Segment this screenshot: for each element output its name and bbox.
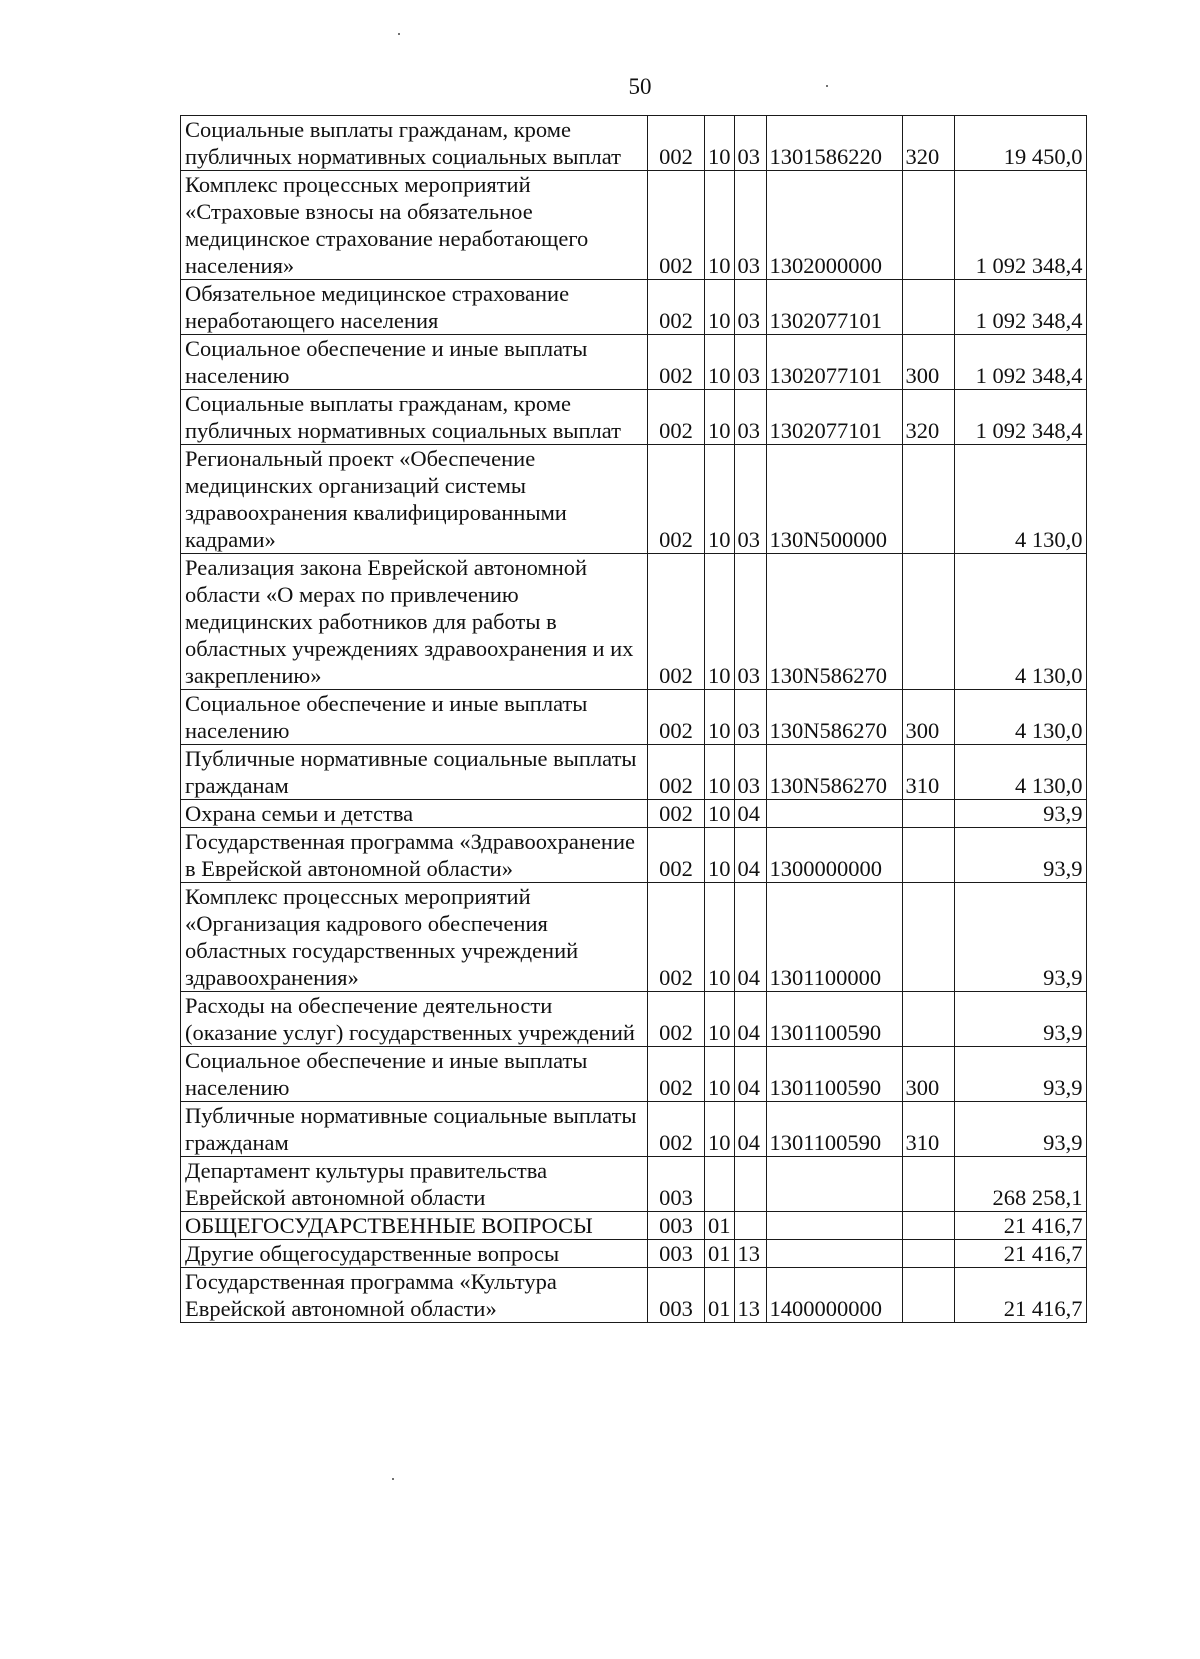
row-name-cell: Комплекс процессных мероприятий «Организация кадрового обеспечения областных государственных учреждений здравоохранения» — [181, 883, 648, 992]
amount-cell: 19 450,0 — [954, 116, 1086, 171]
row-name-cell: ОБЩЕГОСУДАРСТВЕННЫЕ ВОПРОСЫ — [181, 1212, 648, 1240]
amount-cell: 93,9 — [954, 1047, 1086, 1102]
expense-type-cell — [902, 280, 954, 335]
expense-type-cell — [902, 1240, 954, 1268]
page-number: 50 — [628, 74, 652, 99]
target-article-cell — [766, 800, 902, 828]
subsection-code-cell: 03 — [734, 745, 766, 800]
amount-cell: 93,9 — [954, 828, 1086, 883]
row-name-cell: Социальное обеспечение и иные выплаты населению — [181, 690, 648, 745]
section-code-cell: 01 — [705, 1212, 735, 1240]
target-article-cell: 1301100000 — [766, 883, 902, 992]
amount-cell: 93,9 — [954, 800, 1086, 828]
section-code-cell: 10 — [705, 800, 735, 828]
section-code-cell: 10 — [705, 116, 735, 171]
table-row — [181, 1047, 1087, 1102]
department-code-cell: 002 — [648, 745, 705, 800]
scan-speck — [398, 33, 400, 35]
row-name-cell: Департамент культуры правительства Еврейской автономной области — [181, 1157, 648, 1212]
table-row — [181, 800, 1087, 828]
expense-type-cell: 300 — [902, 690, 954, 745]
department-code-cell: 003 — [648, 1212, 705, 1240]
department-code-cell: 002 — [648, 280, 705, 335]
subsection-code-cell: 13 — [734, 1240, 766, 1268]
section-code-cell: 10 — [705, 690, 735, 745]
department-code-cell: 002 — [648, 992, 705, 1047]
subsection-code-cell — [734, 1212, 766, 1240]
table-row — [181, 883, 1087, 992]
expense-type-cell — [902, 800, 954, 828]
expense-type-cell — [902, 1157, 954, 1212]
subsection-code-cell: 04 — [734, 800, 766, 828]
department-code-cell: 002 — [648, 800, 705, 828]
subsection-code-cell: 13 — [734, 1268, 766, 1323]
department-code-cell: 002 — [648, 171, 705, 280]
section-code-cell: 10 — [705, 883, 735, 992]
table-row — [181, 390, 1087, 445]
amount-cell: 4 130,0 — [954, 690, 1086, 745]
subsection-code-cell: 04 — [734, 1047, 766, 1102]
amount-cell: 93,9 — [954, 992, 1086, 1047]
target-article-cell — [766, 1157, 902, 1212]
table-body — [181, 116, 1087, 1323]
target-article-cell: 1302077101 — [766, 335, 902, 390]
amount-cell: 21 416,7 — [954, 1268, 1086, 1323]
department-code-cell: 002 — [648, 690, 705, 745]
expense-type-cell: 300 — [902, 1047, 954, 1102]
table-row — [181, 116, 1087, 171]
amount-cell: 1 092 348,4 — [954, 335, 1086, 390]
target-article-cell: 1301100590 — [766, 992, 902, 1047]
section-code-cell: 10 — [705, 280, 735, 335]
section-code-cell: 10 — [705, 1047, 735, 1102]
row-name-cell: Публичные нормативные социальные выплаты гражданам — [181, 745, 648, 800]
subsection-code-cell: 03 — [734, 390, 766, 445]
table-row — [181, 1240, 1087, 1268]
target-article-cell: 1302077101 — [766, 390, 902, 445]
target-article-cell: 1301100590 — [766, 1102, 902, 1157]
table-row — [181, 1212, 1087, 1240]
section-code-cell: 01 — [705, 1240, 735, 1268]
expense-type-cell: 310 — [902, 745, 954, 800]
expense-type-cell — [902, 171, 954, 280]
subsection-code-cell: 03 — [734, 335, 766, 390]
department-code-cell: 002 — [648, 1102, 705, 1157]
target-article-cell: 1302077101 — [766, 280, 902, 335]
table-row — [181, 690, 1087, 745]
amount-cell: 1 092 348,4 — [954, 171, 1086, 280]
budget-table — [180, 115, 1087, 1323]
section-code-cell — [705, 1157, 735, 1212]
table-row — [181, 280, 1087, 335]
amount-cell: 268 258,1 — [954, 1157, 1086, 1212]
amount-cell: 1 092 348,4 — [954, 390, 1086, 445]
expense-type-cell — [902, 1268, 954, 1323]
row-name-cell: Государственная программа «Здравоохранение в Еврейской автономной области» — [181, 828, 648, 883]
amount-cell: 21 416,7 — [954, 1240, 1086, 1268]
target-article-cell — [766, 1212, 902, 1240]
target-article-cell: 1302000000 — [766, 171, 902, 280]
expense-type-cell — [902, 554, 954, 690]
section-code-cell: 10 — [705, 554, 735, 690]
amount-cell: 4 130,0 — [954, 445, 1086, 554]
table-row — [181, 1157, 1087, 1212]
row-name-cell: Региональный проект «Обеспечение медицинских организаций системы здравоохранения квалифицированными кадрами» — [181, 445, 648, 554]
table-row — [181, 554, 1087, 690]
section-code-cell: 10 — [705, 745, 735, 800]
target-article-cell: 1301100590 — [766, 1047, 902, 1102]
table-row — [181, 1102, 1087, 1157]
expense-type-cell: 320 — [902, 390, 954, 445]
section-code-cell: 10 — [705, 171, 735, 280]
table-row — [181, 335, 1087, 390]
table-row — [181, 171, 1087, 280]
row-name-cell: Комплекс процессных мероприятий «Страховые взносы на обязательное медицинское страхование неработающего населения» — [181, 171, 648, 280]
row-name-cell: Охрана семьи и детства — [181, 800, 648, 828]
section-code-cell: 10 — [705, 390, 735, 445]
target-article-cell: 130N586270 — [766, 554, 902, 690]
department-code-cell: 002 — [648, 116, 705, 171]
subsection-code-cell: 03 — [734, 171, 766, 280]
target-article-cell: 130N500000 — [766, 445, 902, 554]
row-name-cell: Социальное обеспечение и иные выплаты населению — [181, 335, 648, 390]
expense-type-cell — [902, 1212, 954, 1240]
department-code-cell: 002 — [648, 390, 705, 445]
subsection-code-cell: 03 — [734, 116, 766, 171]
table-row — [181, 745, 1087, 800]
expense-type-cell — [902, 828, 954, 883]
department-code-cell: 002 — [648, 828, 705, 883]
row-name-cell: Реализация закона Еврейской автономной области «О мерах по привлечению медицинских работников для работы в областных учреждениях здравоохранения и их закреплению» — [181, 554, 648, 690]
amount-cell: 93,9 — [954, 883, 1086, 992]
subsection-code-cell: 03 — [734, 445, 766, 554]
target-article-cell: 130N586270 — [766, 745, 902, 800]
scan-speck — [392, 1478, 394, 1480]
target-article-cell: 1300000000 — [766, 828, 902, 883]
department-code-cell: 003 — [648, 1268, 705, 1323]
table-row — [181, 445, 1087, 554]
department-code-cell: 003 — [648, 1157, 705, 1212]
subsection-code-cell: 03 — [734, 280, 766, 335]
subsection-code-cell: 03 — [734, 690, 766, 745]
expense-type-cell: 310 — [902, 1102, 954, 1157]
table-row — [181, 992, 1087, 1047]
table-row — [181, 1268, 1087, 1323]
section-code-cell: 10 — [705, 992, 735, 1047]
section-code-cell: 01 — [705, 1268, 735, 1323]
row-name-cell: Государственная программа «Культура Еврейской автономной области» — [181, 1268, 648, 1323]
expense-type-cell: 300 — [902, 335, 954, 390]
amount-cell: 4 130,0 — [954, 745, 1086, 800]
department-code-cell: 002 — [648, 335, 705, 390]
department-code-cell: 002 — [648, 1047, 705, 1102]
department-code-cell: 003 — [648, 1240, 705, 1268]
row-name-cell: Обязательное медицинское страхование неработающего населения — [181, 280, 648, 335]
target-article-cell: 130N586270 — [766, 690, 902, 745]
subsection-code-cell: 04 — [734, 992, 766, 1047]
expense-type-cell — [902, 883, 954, 992]
expense-type-cell: 320 — [902, 116, 954, 171]
amount-cell: 93,9 — [954, 1102, 1086, 1157]
amount-cell: 21 416,7 — [954, 1212, 1086, 1240]
table-row — [181, 828, 1087, 883]
target-article-cell: 1301586220 — [766, 116, 902, 171]
subsection-code-cell — [734, 1157, 766, 1212]
amount-cell: 1 092 348,4 — [954, 280, 1086, 335]
section-code-cell: 10 — [705, 828, 735, 883]
department-code-cell: 002 — [648, 445, 705, 554]
row-name-cell: Социальные выплаты гражданам, кроме публичных нормативных социальных выплат — [181, 390, 648, 445]
subsection-code-cell: 04 — [734, 1102, 766, 1157]
subsection-code-cell: 04 — [734, 828, 766, 883]
row-name-cell: Социальные выплаты гражданам, кроме публичных нормативных социальных выплат — [181, 116, 648, 171]
section-code-cell: 10 — [705, 1102, 735, 1157]
subsection-code-cell: 03 — [734, 554, 766, 690]
expense-type-cell — [902, 992, 954, 1047]
target-article-cell — [766, 1240, 902, 1268]
row-name-cell: Публичные нормативные социальные выплаты гражданам — [181, 1102, 648, 1157]
department-code-cell: 002 — [648, 554, 705, 690]
row-name-cell: Социальное обеспечение и иные выплаты населению — [181, 1047, 648, 1102]
target-article-cell: 1400000000 — [766, 1268, 902, 1323]
amount-cell: 4 130,0 — [954, 554, 1086, 690]
section-code-cell: 10 — [705, 445, 735, 554]
row-name-cell: Другие общегосударственные вопросы — [181, 1240, 648, 1268]
section-code-cell: 10 — [705, 335, 735, 390]
scan-speck — [826, 85, 828, 87]
subsection-code-cell: 04 — [734, 883, 766, 992]
expense-type-cell — [902, 445, 954, 554]
row-name-cell: Расходы на обеспечение деятельности (оказание услуг) государственных учреждений — [181, 992, 648, 1047]
department-code-cell: 002 — [648, 883, 705, 992]
